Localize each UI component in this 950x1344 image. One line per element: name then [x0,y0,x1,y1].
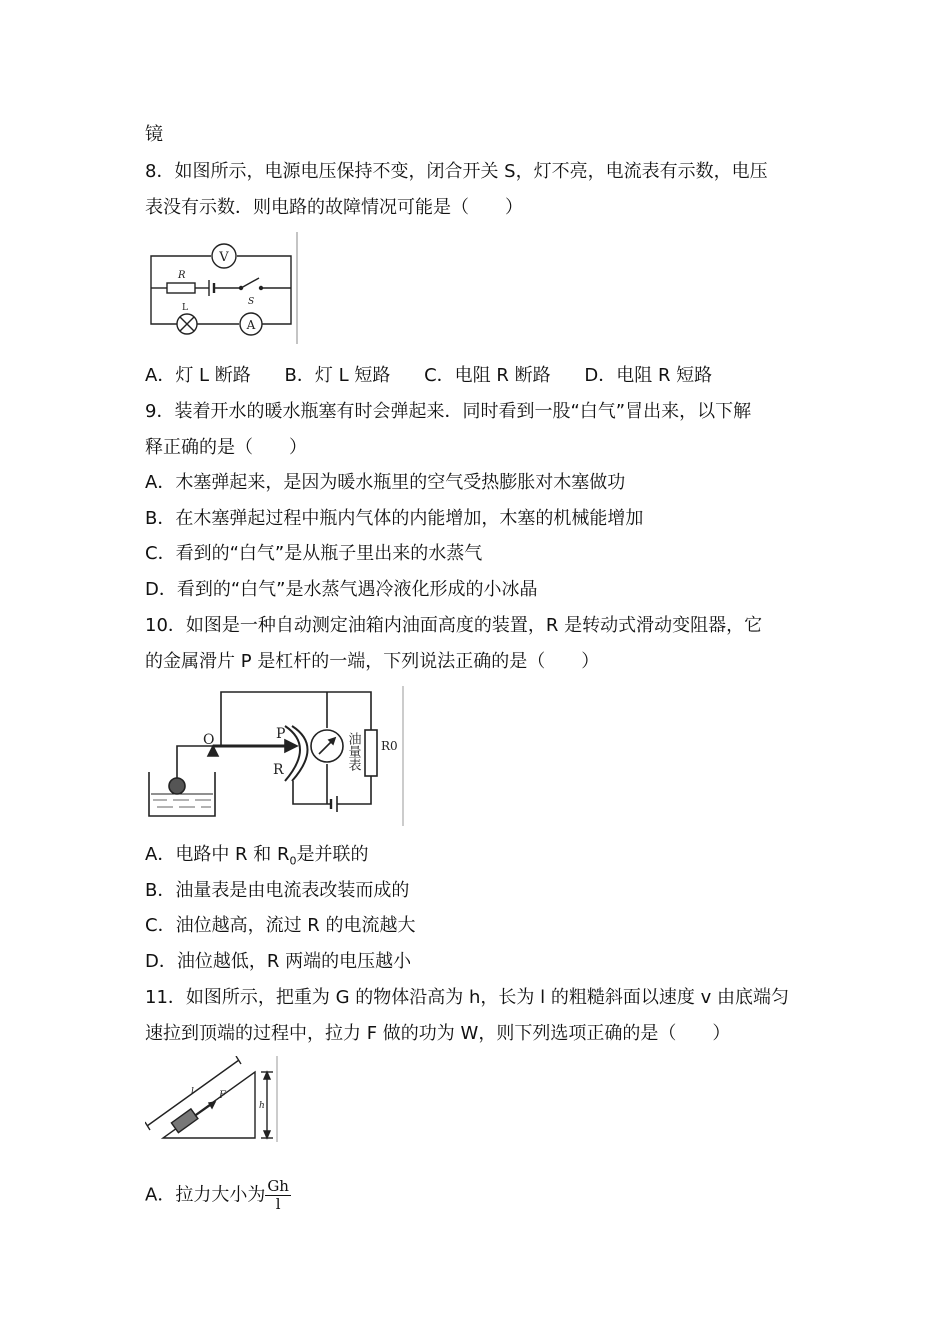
force-label: F [219,1090,226,1101]
q10-option-a-subscript: 0 [289,854,297,868]
q10-option-d: D．油位越低，R 两端的电压越小 [145,951,412,972]
height-label: h [259,1101,265,1111]
prev-question-tail: 镜 [145,124,163,145]
r0-label: R0 [381,739,398,753]
q11-option-a-text: A．拉力大小为 [145,1184,266,1206]
q9-stem-line1: 9．装着开水的暖水瓶塞有时会弹起来．同时看到一股“白气”冒出来，以下解 [145,401,752,422]
voltmeter-label: V [219,250,229,265]
q11-incline-diagram [145,1056,280,1142]
switch-label: S [248,297,255,307]
q11-option-a [145,1178,291,1213]
q10-stem-line1: 10．如图是一种自动测定油箱内油面高度的装置，R 是转动式滑动变阻器，它 [145,615,763,636]
q10-option-a-tail: 是并联的 [296,844,369,865]
q8-option-c: C．电阻 R 断路 [424,365,551,386]
q8-options [145,364,712,388]
q11-stem-line1: 11．如图所示，把重为 G 的物体沿高为 h，长为 l 的粗糙斜面以速度 v 由底端匀 [145,987,789,1008]
q10-option-a-text: A．电路中 R 和 R [145,844,290,865]
q9-option-c: C．看到的“白气”是从瓶子里出来的水蒸气 [145,543,483,564]
fraction-denominator: l [275,1195,281,1213]
q11-stem-line2: 速拉到顶端的过程中，拉力 F 做的功为 W，则下列选项正确的是（ ） [145,1023,731,1044]
q8-option-d: D．电阻 R 短路 [584,365,713,386]
incline-length-label: l [191,1087,194,1097]
q8-stem-line1: 8．如图所示，电源电压保持不变，闭合开关 S，灯不亮，电流表有示数，电压 [145,161,768,182]
q8-stem-line2: 表没有示数．则电路的故障情况可能是（ ） [145,197,523,218]
pivot-label: O [203,732,215,748]
q10-option-c: C．油位越高，流过 R 的电流越大 [145,915,416,936]
resistor-label: R [178,270,186,281]
ammeter-label: A [246,318,256,332]
q9-option-a: A．木塞弹起来，是因为暖水瓶里的空气受热膨胀对木塞做功 [145,472,626,493]
rheostat-label: R [273,762,284,778]
q9-option-b: B．在木塞弹起过程中瓶内气体的内能增加，木塞的机械能增加 [145,508,644,529]
q10-option-b: B．油量表是由电流表改装而成的 [145,880,410,901]
q10-stem-line2: 的金属滑片 P 是杠杆的一端，下列说法正确的是（ ） [145,651,600,672]
fraction-numerator: Gh [267,1177,289,1195]
q10-option-a [145,843,369,874]
slider-label: P [276,726,286,742]
fraction [265,1178,291,1213]
q10-oil-gauge-diagram [145,686,405,826]
q8-option-a: A．灯 L 断路 [145,365,251,386]
q8-circuit-diagram [145,232,300,344]
lamp-label: L [182,303,188,313]
q8-option-b: B．灯 L 短路 [284,365,391,386]
q9-option-d: D．看到的“白气”是水蒸气遇冷液化形成的小冰晶 [145,579,538,600]
oil-meter-label: 油量表 [345,732,361,771]
q9-stem-line2: 释正确的是（ ） [145,437,307,458]
